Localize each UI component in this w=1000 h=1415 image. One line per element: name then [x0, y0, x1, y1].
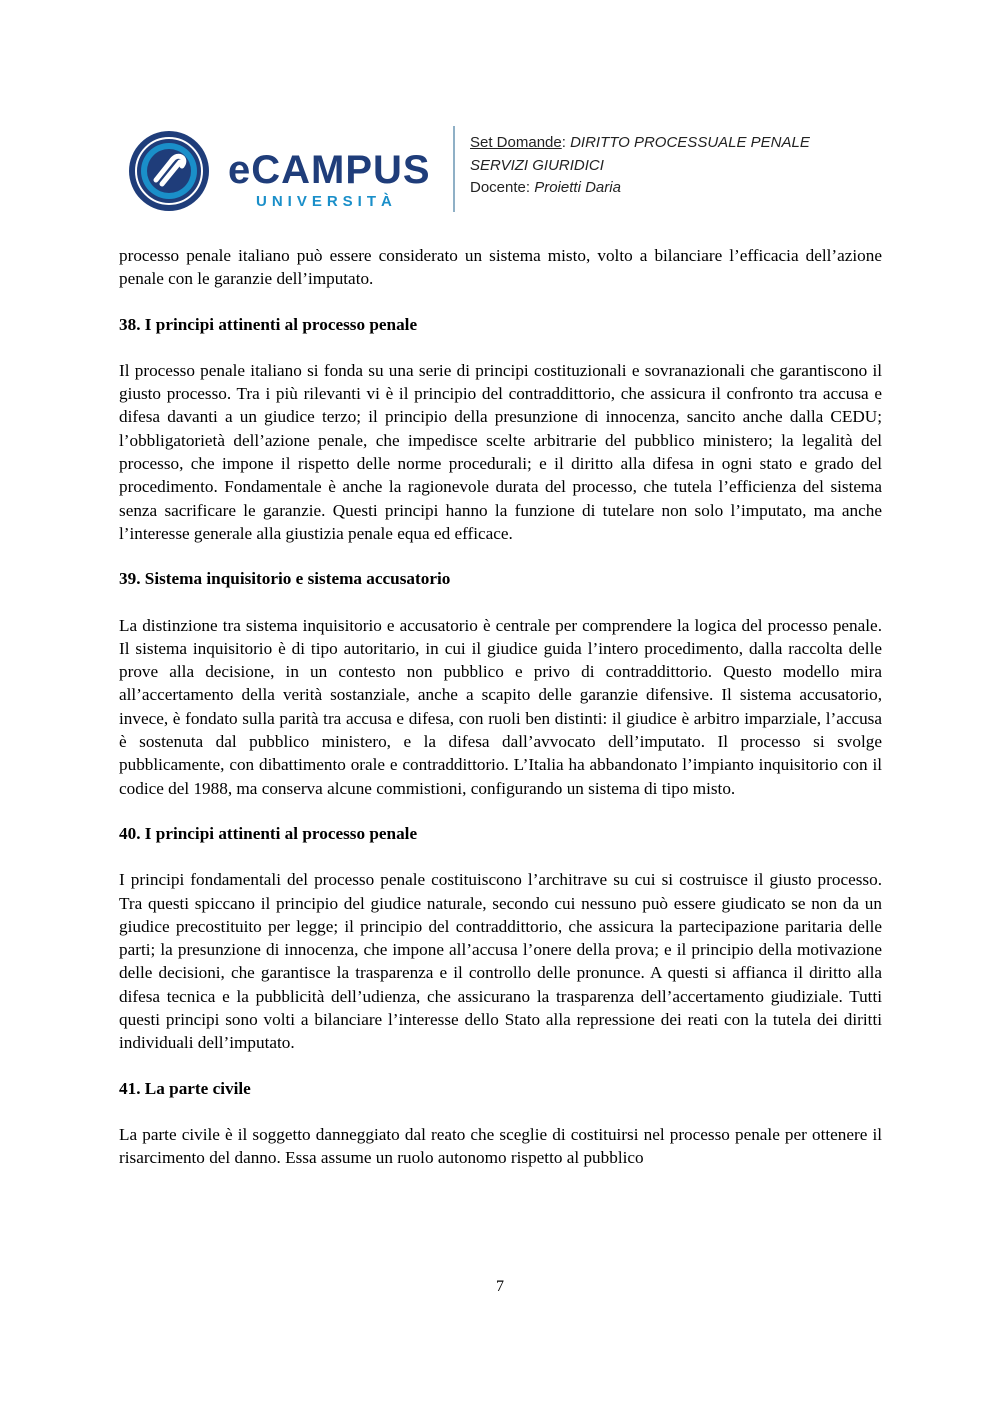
brand-wordmark: eCAMPUS — [228, 148, 431, 192]
section-paragraph: I principi fondamentali del processo penale costituiscono l’architrave su cui si costruisce il giusto processo. Tra questi spiccano il principio del giudice naturale, secondo cui nessuno può essere giudicato se non da un giudice precostituito per legge; il principio del contraddittorio, che assicura la partecipazione paritaria delle parti; la presunzione di innocenza, che impone all’accusa l’onere della prova; e il principio della motivazione delle decisioni, che garantisce la trasparenza e il controllo delle pronunce. A questi si affianca il diritto alla difesa tecnica e la pubblicità dell’udienza, che assicurano la trasparenza dell’accertamento giudiziale. Tutti questi principi sono volti a bilanciare l’interesse dello Stato alla repressione dei reati con la tutela dei diritti individuali dell’imputato. — [119, 870, 882, 1053]
section-title: 38. I principi attinenti al processo penale — [119, 314, 418, 334]
teacher-name: Proietti Daria — [534, 179, 621, 196]
section-38 — [119, 313, 882, 546]
header-info — [470, 132, 810, 200]
teacher-line — [470, 177, 810, 200]
course-subtitle: SERVIZI GIURIDICI — [470, 156, 604, 174]
section-41 — [119, 1077, 882, 1170]
ecampus-logo — [120, 118, 450, 218]
university-emblem-icon — [128, 130, 210, 212]
section-40 — [119, 822, 882, 1055]
section-title: 39. Sistema inquisitorio e sistema accusatorio — [119, 569, 451, 589]
section-title: 41. La parte civile — [119, 1078, 251, 1098]
page-number: 7 — [496, 1278, 504, 1295]
section-39 — [119, 567, 882, 800]
section-paragraph: Il processo penale italiano si fonda su una serie di principi costituzionali e sovranazionali che garantiscono il giusto processo. Tra i più rilevanti vi è il principio del contraddittorio, che assicura il confronto tra accusa e difesa davanti a un giudice terzo; il principio della presunzione di innocenza, sancito anche dalla CEDU; l’obbligatorietà dell’azione penale, che impedisce scelte arbitrarie del pubblico ministero; la legalità del processo, che impone il rispetto delle norme procedurali; e il diritto alla difesa in ogni stato e grado del procedimento. Fondamentale è anche la ragionevole durata del processo, che tutela l’efficienza del sistema senza sacrificare le garanzie. Questi principi hanno la funzione di tutelare non solo l’imputato, ma anche l’interesse generale alla giustizia penale equa ed efficace. — [119, 360, 882, 543]
page-header — [120, 118, 900, 218]
course-line — [470, 132, 810, 155]
course-name: DIRITTO PROCESSUALE PENALE — [570, 134, 810, 151]
header-divider — [453, 126, 455, 212]
teacher-separator: : — [525, 179, 531, 196]
teacher-label: Docente — [470, 179, 526, 196]
set-separator: : — [561, 134, 566, 151]
brand-subtitle: UNIVERSITÀ — [256, 193, 397, 210]
set-label: Set Domande — [470, 134, 562, 151]
section-paragraph: La distinzione tra sistema inquisitorio e accusatorio è centrale per comprendere la logica del processo penale. Il sistema inquisitorio è di tipo autoritario, in cui il giudice guida l’intero procedimento, dalla raccolta delle prove alla decisione, in un contesto non pubblico e privo di contraddittorio. Questo modello mira all’accertamento della verità sostanziale, anche a scapito delle garanzie difensive. Il sistema accusatorio, invece, è fondato sulla parità tra accusa e difesa, con ruoli ben distinti: il giudice è arbitro imparziale, l’accusa è sostenuta dal pubblico ministero, e la difesa dall’avvocato dell’imputato. Il processo si svolge pubblicamente, con dibattimento orale e contraddittorio. L’Italia ha abbandonato l’impianto inquisitorio con il codice del 1988, ma conserva alcune commistioni, configurando un sistema di tipo misto. — [119, 615, 882, 798]
document-body — [119, 244, 882, 1192]
section-title: 40. I principi attinenti al processo penale — [119, 823, 418, 843]
section-paragraph: La parte civile è il soggetto danneggiato dal reato che sceglie di costituirsi nel processo penale per ottenere il risarcimento del danno. Essa assume un ruolo autonomo rispetto al pubblico — [119, 1124, 882, 1168]
lead-paragraph: processo penale italiano può essere considerato un sistema misto, volto a bilanciare l’efficacia dell’azione penale con le garanzie dell’imputato. — [119, 246, 882, 289]
